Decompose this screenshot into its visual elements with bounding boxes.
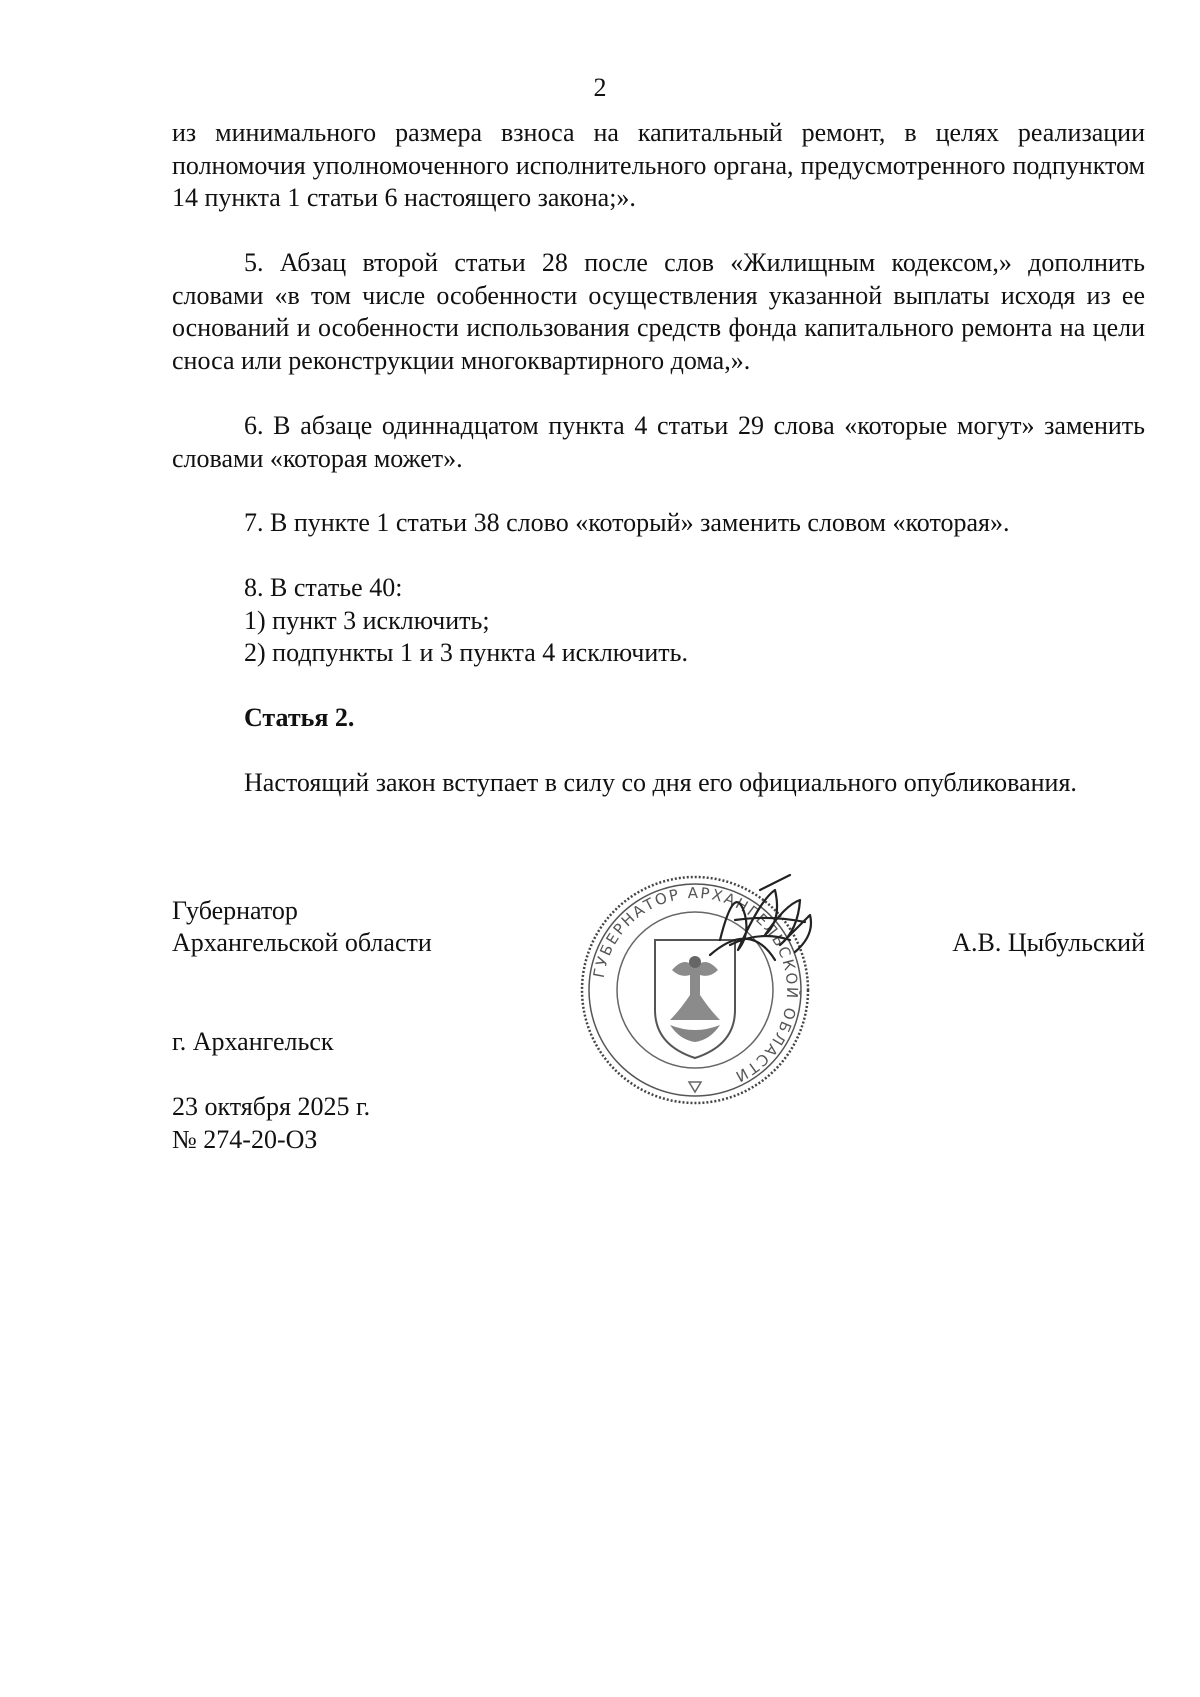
item-7-paragraph: 7. В пункте 1 статьи 38 слово «который» заменить словом «которая». — [244, 508, 1010, 537]
page-number: 2 — [593, 73, 607, 102]
seal-ring-text: ГУБЕРНАТОР АРХАНГЕЛЬСКОЙ ОБЛАСТИ — [589, 883, 802, 1087]
place-of-signing: г. Архангельск — [172, 1027, 334, 1056]
item-5-paragraph: 5. Абзац второй статьи 28 после слов «Жилищным кодексом,» дополнить словами «в том числе особенности осуществления указанной выплаты исходя из ее оснований и особенности использования средств фонда капитального ремонта на цели сноса или реконструкции многоквартирного дома,». — [172, 248, 1145, 375]
signatory-position-line-1: Губернатор — [172, 896, 298, 925]
signatory-position-line-2: Архангельской области — [172, 928, 432, 957]
article-2-title: Статья 2. — [244, 703, 355, 732]
item-8-heading: 8. В статье 40: — [244, 573, 403, 602]
signatory-name: А.В. Цыбульский — [952, 928, 1145, 957]
item-8-sub-1: 1) пункт 3 исключить; — [244, 606, 490, 635]
official-seal — [560, 860, 860, 1130]
signing-date: 23 октября 2025 г. — [172, 1092, 371, 1121]
seal-graphic — [560, 860, 860, 1130]
article-2-text: Настоящий закон вступает в силу со дня его официального опубликования. — [244, 768, 1077, 797]
item-8-sub-2: 2) подпункты 1 и 3 пункта 4 исключить. — [244, 638, 688, 667]
continuation-paragraph: из минимального размера взноса на капитальный ремонт, в целях реализации полномочия уполномоченного исполнительного органа, предусмотренного подпунктом 14 пункта 1 статьи 6 настоящего закона;». — [172, 118, 1145, 212]
law-number: № 274-20-ОЗ — [172, 1125, 318, 1154]
item-6-paragraph: 6. В абзаце одиннадцатом пункта 4 статьи 29 слова «которые могут» заменить словами «которая может». — [172, 411, 1145, 473]
